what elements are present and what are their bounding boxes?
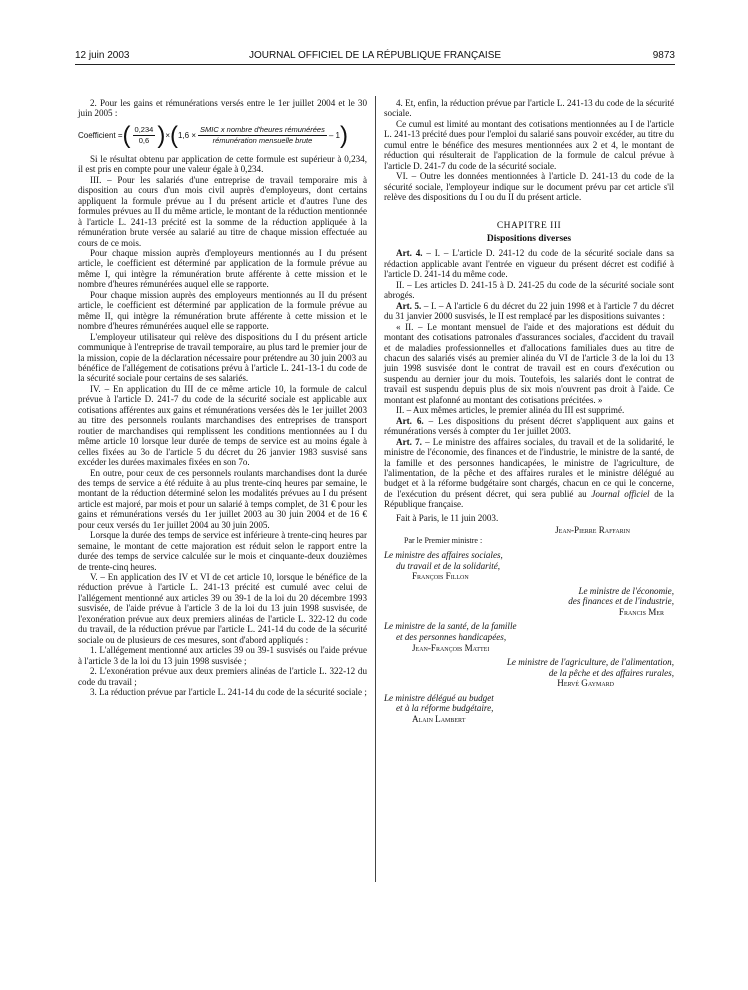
article-text: – Les dispositions du présent décret s'appliquent aux gains et rémunérations versés à compter du 1er juillet 2003. — [384, 415, 675, 437]
signature-block-3 — [384, 621, 674, 653]
paragraph: 2. Pour les gains et rémunérations versés entre le 1er juillet 2004 et le 30 juin 2005 : — [78, 98, 367, 119]
article-text-end: de la République française. — [384, 488, 674, 510]
minister-title — [384, 657, 674, 678]
paragraph: II. – Les articles D. 241-15 à D. 241-25 du code de la sécurité sociale sont abrogés. — [384, 279, 674, 301]
minister-title-line: Le ministre de la santé, de la famille — [384, 621, 517, 632]
paragraph: 2. L'exonération prévue aux deux premiers alinéas de l'article L. 322-12 du code du travail ; — [78, 666, 367, 687]
fraction-denominator: 0,6 — [138, 136, 150, 146]
minister-title-line: du travail et de la solidarité, — [396, 560, 501, 571]
paragraph: III. – Pour les salariés d'une entreprise de travail temporaire mis à disposition au cours d'un mois civil auprès d'employeurs, dont certains appliquent la formule prévue au I du présent article et d'autres l'une des formules prévues au II du même article, le montant de la réduction mentionnée à l'article L. 241-13 précité est la somme de la réduction appliquée à la rémunération brute versée au salarié au titre de chaque mission effectuée au cours de ce mois. — [78, 174, 367, 248]
article-label: Art. 5. — [396, 300, 422, 311]
article-4 — [384, 248, 674, 279]
signature-block-1 — [384, 550, 674, 582]
minister-title — [384, 586, 674, 607]
minister-title-line: Le ministre de l'agriculture, de l'alimentation, — [506, 657, 674, 668]
paragraph: L'employeur utilisateur qui relève des dispositions du I du présent article communique à l'entreprise de travail temporaire, au plus tard le premier jour de la mission, copie de la déclaration nécessaire pour prétendre au 30 juin 2003 au bénéfice de l'allégement de cotisations prévu à l'article L. 241-13-1 du code de la sécurité sociale pour certains de ses salariés. — [78, 331, 367, 384]
minister-name: Francis Mer — [618, 606, 664, 617]
article-text: – Le ministre des affaires sociales, du travail et de la solidarité, le ministre de l'économie, des finances et de l'industrie, le ministre de la santé, de la famille et des personnes handicapées, le ministre de l'agriculture, de l'alimentation, de la pêche et des affaires rurales et le ministre délégué au budget et à la réforme budgétaire sont chargés, chacun en ce qui le concerne, de l'exécution du présent décret, qui sera publié au — [384, 436, 675, 499]
header-date: 12 juin 2003 — [75, 50, 130, 61]
header-rule — [75, 64, 675, 65]
article-label: Art. 6. — [396, 415, 424, 426]
paragraph: Pour chaque mission auprès des employeurs mentionnés au II du présent article, le coefficient est déterminé par application de la formule prévue au même II, qui intègre la rémunération brute afférente à cette mission et le nombre d'heures rémunérées auquel elle se rapporte. — [78, 289, 367, 332]
minister-name: François Fillon — [412, 571, 469, 582]
minister-name: Hervé Gaymard — [557, 678, 614, 689]
minister-title-line: et à la réforme budgétaire, — [396, 703, 494, 714]
minister-title-line: Le ministre de l'économie, — [578, 585, 674, 596]
formula-fraction-2 — [198, 125, 327, 147]
signature-block-5 — [384, 693, 674, 725]
paragraph: « II. – Le montant mensuel de l'aide et des majorations est déduit du montant des cotisations patronales d'assurances sociales, d'accident du travail et de maladies professionnelles et d'allocations familiales dues au titre de chacun des salariés visés au premier alinéa du VI de l'article 3 de la loi du 13 juin 1998 susvisée dont le contrat de travail est en cours d'exécution ou suspendu au dernier jour du mois. Toutefois, les salariés dont le contrat de travail est suspendu depuis plus de six mois n'ouvrent pas droit à l'aide. Ce montant est plafonné au montant des cotisations précitées. » — [384, 321, 674, 405]
minister-title-line: et des personnes handicapées, — [396, 632, 507, 642]
chapter-heading: CHAPITRE III — [496, 220, 562, 231]
signature-block-2 — [384, 586, 674, 618]
minister-title-line: Le ministre des affaires sociales, — [384, 550, 503, 561]
paragraph: VI. – Outre les données mentionnées à l'article D. 241-13 du code de la sécurité sociale, l'employeur indique sur le document prévu par cet article s'il relève des dispositions du I ou du II du présent article. — [384, 171, 674, 203]
formula-label: Coefficient = — [78, 130, 123, 140]
paragraph: Si le résultat obtenu par application de cette formule est supérieur à 0,234, il est pris en compte pour une valeur égale à 0,234. — [78, 153, 367, 175]
formula-paren: ) — [157, 121, 166, 149]
formula-paren: ( — [122, 121, 131, 149]
minister-title — [384, 621, 674, 642]
paragraph: Pour chaque mission auprès d'employeurs mentionnés au I du présent article, le coefficient est déterminé par application de la formule prévue au même I, qui intègre la rémunération brute afférente à cette mission et le nombre d'heures rémunérées auquel elle se rapporte. — [78, 247, 367, 290]
minister-name: Jean-François Mattei — [412, 642, 490, 653]
par-premier-ministre: Par le Premier ministre : — [404, 535, 483, 545]
article-6 — [384, 416, 674, 437]
section-heading: Dispositions diverses — [486, 233, 572, 244]
formula-minus-one: – 1 — [328, 130, 340, 140]
minister-title — [384, 693, 674, 714]
paragraph: IV. – En application du III de ce même article 10, la formule de calcul prévue à l'article D. 241-7 du code de la sécurité sociale est applicable aux cotisations afférentes aux gains et rémunérations versées dès le 1er juillet 2003 au titre des personnels roulants marchandises des entreprises de transport routier de marchandises qui remplissent les conditions mentionnées au I du même article 10 lorsque leur durée de temps de service est au moins égale à celles fixées au 3o de l'article 5 du décret du 26 janvier 1983 susvisé sans excéder les durées maximales fixées en son 7o. — [78, 383, 367, 468]
paragraph: Ce cumul est limité au montant des cotisations mentionnées au I de l'article L. 241-13 précité dues pour l'emploi du salarié sans pouvoir excéder, au titre du cumul entre le bénéfice des mesures mentionnées aux 2 et 4, le montant de réduction qui résulterait de l'application de la formule de calcul prévue à l'article D. 241-7 du code de la sécurité sociale. — [384, 118, 674, 171]
minister-title-line: de la pêche et des affaires rurales, — [548, 667, 674, 678]
column-divider — [375, 96, 376, 882]
coefficient-formula — [78, 120, 367, 152]
article-7 — [384, 437, 674, 510]
paragraph: II. – Aux mêmes articles, le premier alinéa du III est supprimé. — [396, 405, 625, 416]
minister-title — [384, 550, 674, 571]
minister-name: Alain Lambert — [412, 713, 466, 724]
article-label: Art. 4. — [396, 248, 423, 259]
formula-paren: ) — [339, 121, 348, 149]
paragraph: V. – En application des IV et VI de cet article 10, lorsque le bénéfice de la réduction prévue à l'article L. 241-13 précité est cumulé avec celui de l'allégement mentionné aux articles 39 ou 39-1 de la loi du 20 décembre 1993 susvisée, de l'aide prévue à l'article 3 de la loi du 13 juin 1998 susvisée, de l'exonération prévue aux deux premiers alinéas de l'article L. 322-12 du code du travail, de la réduction prévue par l'article L. 241-14 du code de la sécurité sociale ou de plusieurs de ces mesures, sont d'abord appliqués : — [78, 572, 367, 645]
paragraph: 3. La réduction prévue par l'article L. 241-14 du code de la sécurité sociale ; — [90, 687, 367, 698]
article-label: Art. 7. — [396, 436, 422, 447]
done-at: Fait à Paris, le 11 juin 2003. — [396, 512, 499, 523]
formula-inner-prefix: 1,6 × — [178, 130, 197, 140]
right-column — [384, 98, 674, 724]
paragraph: 4. Et, enfin, la réduction prévue par l'article L. 241-13 du code de la sécurité sociale. — [384, 98, 674, 119]
paragraph: Lorsque la durée des temps de service est inférieure à trente-cinq heures par semaine, le montant de cette majoration est réduit selon le rapport entre la durée des temps de service calculée sur le mois et cinquante-deux douzièmes de trente-cinq heures. — [78, 530, 367, 572]
article-text: – I. – L'article D. 241-12 du code de la sécurité sociale dans sa rédaction applicable avant l'entrée en vigueur du présent décret est codifié à l'article D. 241-14 du même code. — [384, 248, 674, 280]
article-text: – I. – A l'article 6 du décret du 22 juin 1998 et à l'article 7 du décret du 31 janvier 2000 susvisés, le II est remplacé par les dispositions suivantes : — [384, 300, 675, 322]
formula-paren: ( — [170, 121, 178, 149]
prime-minister-name: Jean-Pierre Raffarin — [555, 525, 630, 536]
formula-times: × — [165, 130, 170, 140]
paragraph: 1. L'allégement mentionné aux articles 39 ou 39-1 susvisés ou l'aide prévue à l'article 3 de la loi du 13 juin 1998 susvisée ; — [78, 645, 367, 666]
minister-title-line: Le ministre délégué au budget — [384, 692, 494, 703]
formula-fraction-1 — [133, 125, 156, 147]
header-journal-title: JOURNAL OFFICIEL DE LA RÉPUBLIQUE FRANÇAISE — [248, 50, 502, 61]
signature-block-4 — [384, 657, 674, 689]
minister-title-line: des finances et de l'industrie, — [568, 596, 674, 607]
fraction-numerator: 0,234 — [133, 125, 156, 136]
fraction-denominator: rémunération mensuelle brute — [212, 136, 313, 146]
header-page-number: 9873 — [652, 50, 675, 61]
article-5 — [384, 301, 674, 322]
paragraph: En outre, pour ceux de ces personnels roulants marchandises dont la durée des temps de service a été réduite à au plus trente-cinq heures par semaine, le montant de la réduction déterminé selon les modalités prévues au I du présent article est majoré, par mois et pour un salarié à temps complet, de 31 € pour les gains et rémunérations versés du 1er juillet 2003 au 30 juin 2004 et de 16 € pour ceux versés du 1er juillet 2004 au 30 juin 2005. — [78, 467, 367, 530]
left-column — [78, 98, 367, 697]
fraction-numerator: SMIC x nombre d'heures rémunérées — [198, 125, 327, 136]
journal-officiel-italic: Journal officiel — [591, 488, 650, 499]
